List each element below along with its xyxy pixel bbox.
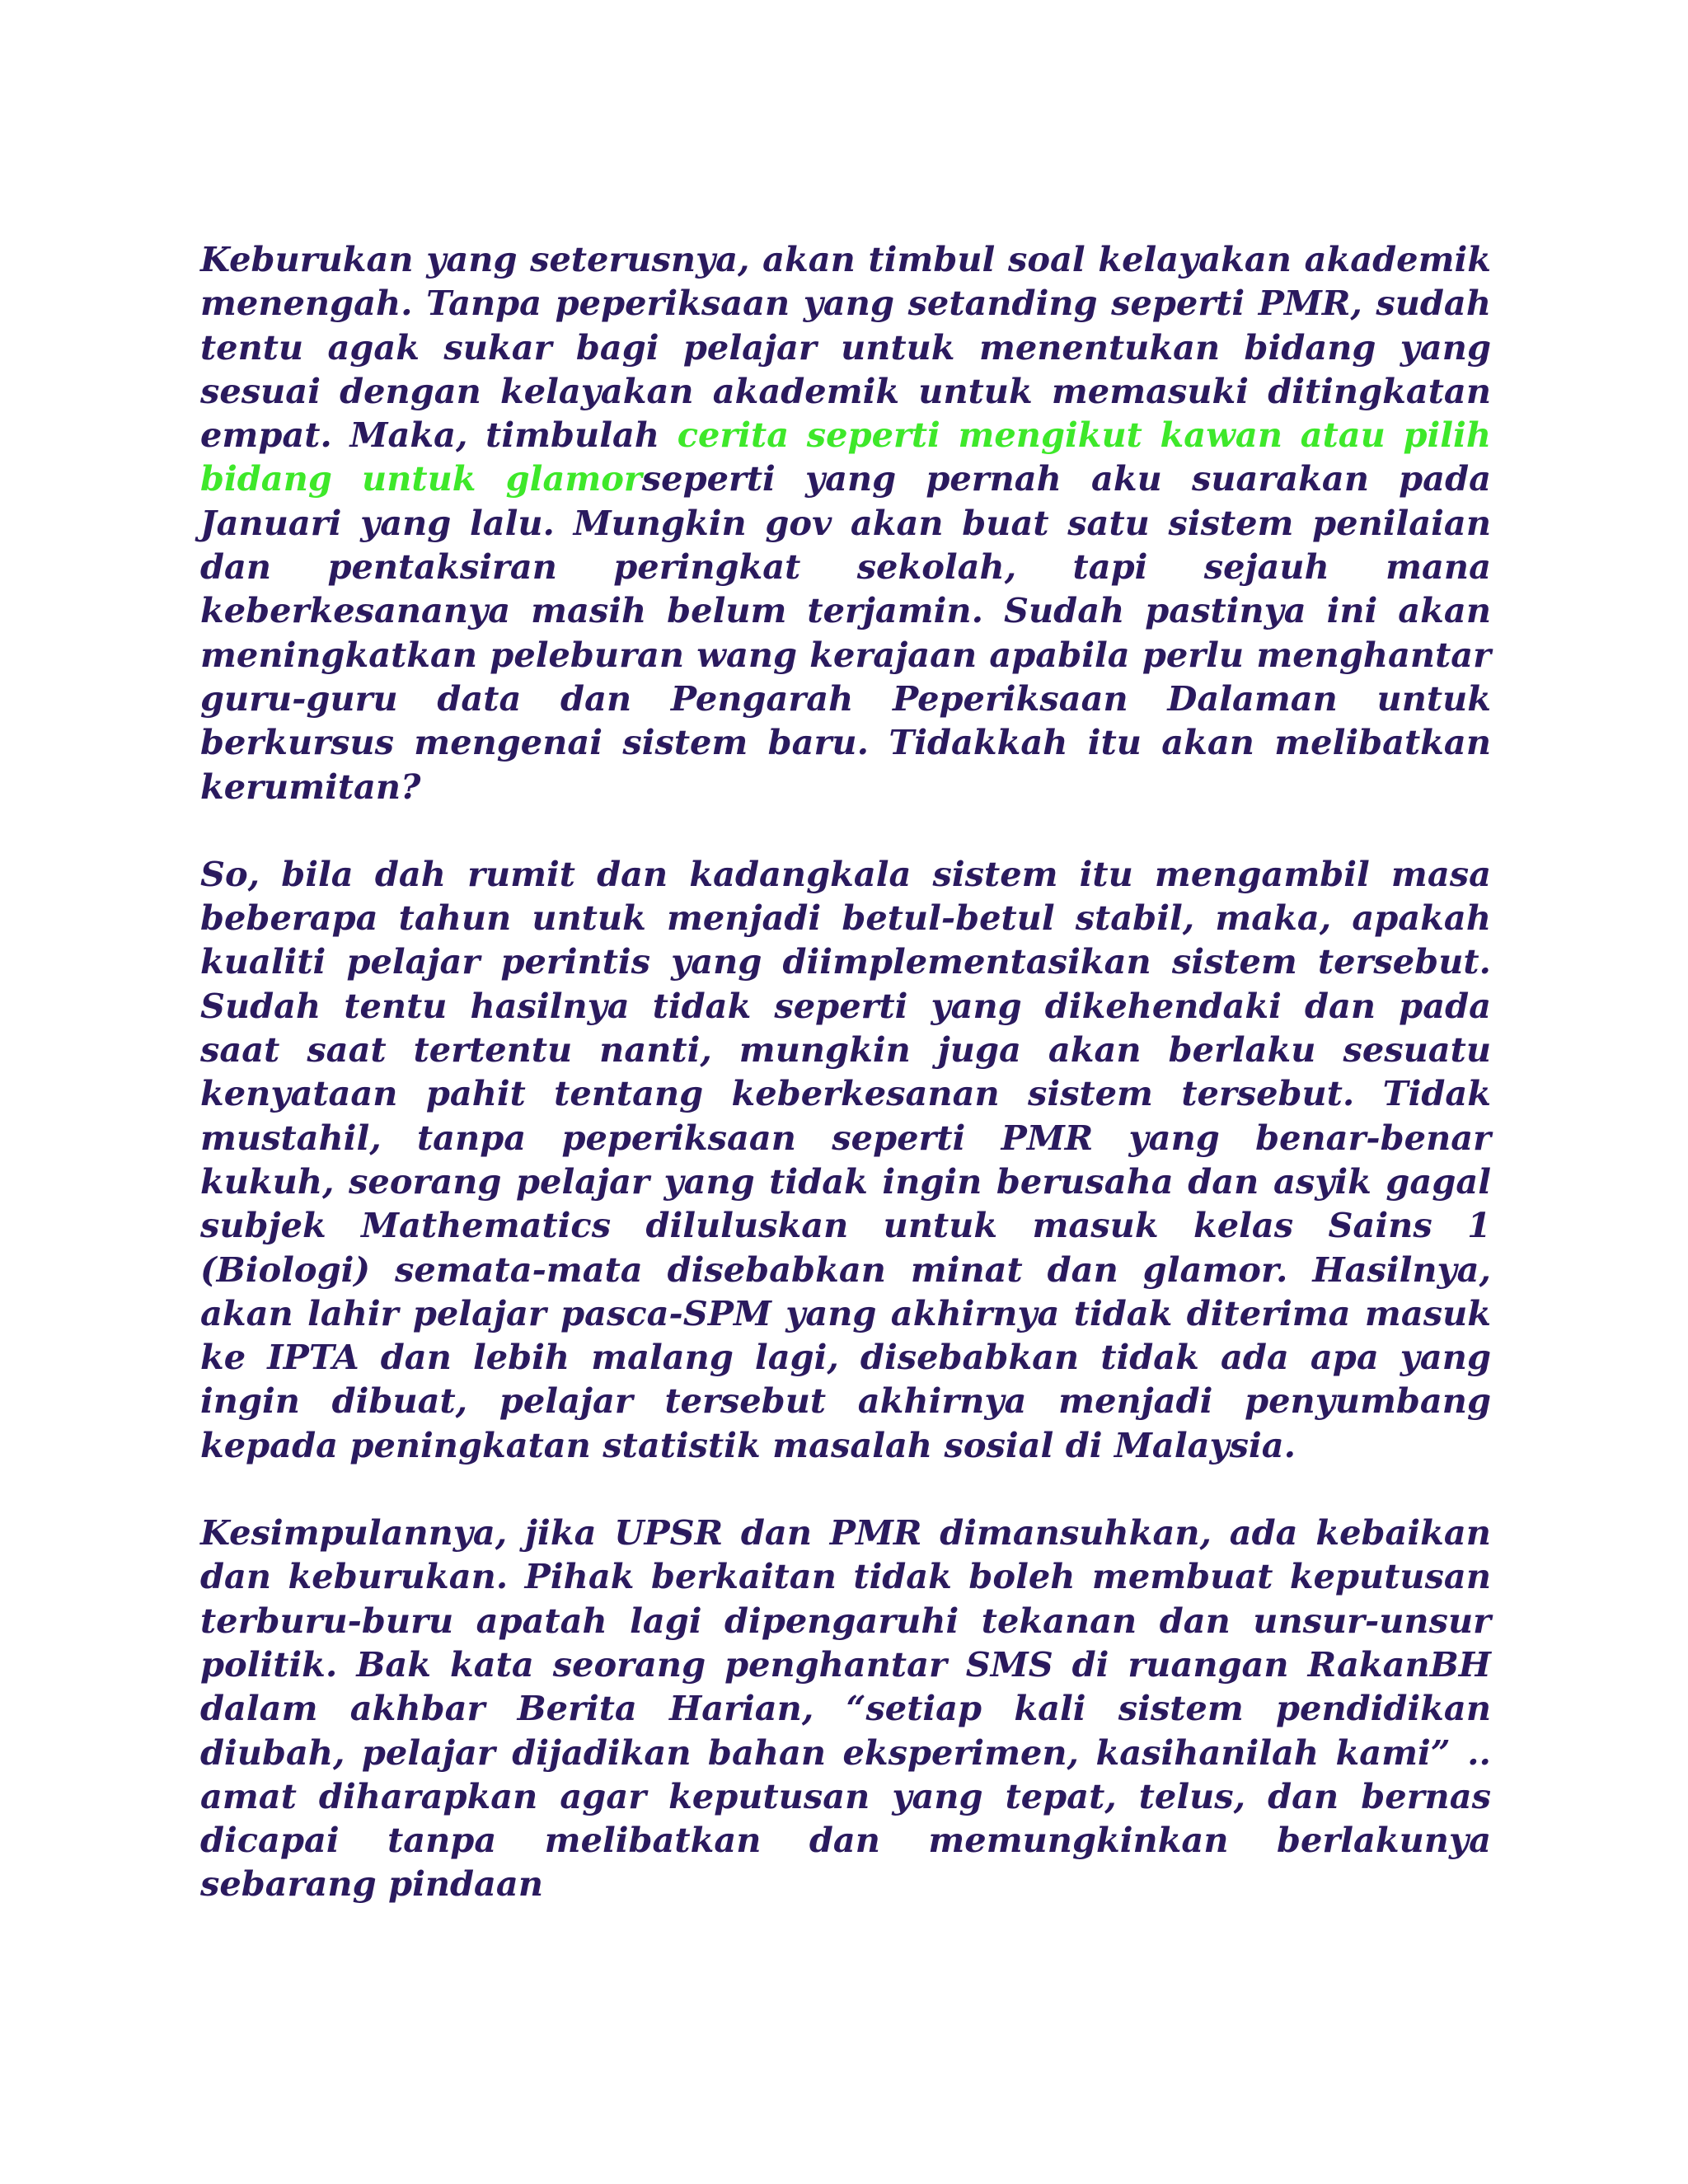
paragraph-1-text-after: seperti yang pernah aku suarakan pada Januari yang lalu. Mungkin gov akan buat satu sistem penilaian dan pentaksiran peringkat sekolah, tapi sejauh mana keberkesananya masih belum terjamin. Sudah pastinya ini akan meningkatkan peleburan wang kerajaan apabila perlu menghantar guru-guru data dan Pengarah Peperiksaan Dalaman untuk berkursus mengenai sistem baru. Tidakkah itu akan melibatkan kerumitan? (200, 458, 1491, 807)
document-page (200, 237, 1491, 1906)
paragraph-2: So, bila dah rumit dan kadangkala sistem itu mengambil masa beberapa tahun untuk menjadi betul-betul stabil, maka, apakah kualiti pelajar perintis yang diimplementasikan sistem tersebut. Sudah tentu hasilnya tidak seperti yang dikehendaki dan pada saat saat tertentu nanti, mungkin juga akan berlaku sesuatu kenyataan pahit tentang keberkesanan sistem tersebut. Tidak mustahil, tanpa peperiksaan seperti PMR yang benar-benar kukuh, seorang pelajar yang tidak ingin berusaha dan asyik gagal subjek Mathematics diluluskan untuk masuk kelas Sains 1 (Biologi) semata-mata disebabkan minat dan glamor. Hasilnya, akan lahir pelajar pasca-SPM yang akhirnya tidak diterima masuk ke IPTA dan lebih malang lagi, disebabkan tidak ada apa yang ingin dibuat, pelajar tersebut akhirnya menjadi penyumbang kepada peningkatan statistik masalah sosial di Malaysia. (200, 853, 1491, 1465)
highlighted-phrase: cerita seperti mengikut kawan atau pilih bidang untuk glamor (200, 415, 1491, 499)
paragraph-1-text-before: Keburukan yang seterusnya, akan timbul soal kelayakan akademik menengah. Tanpa peperiksaan yang setanding seperti PMR, sudah tentu agak sukar bagi pelajar untuk menentukan bidang yang sesuai dengan kelayakan akademik untuk memasuki ditingkatan empat. Maka, timbulah (200, 239, 1491, 456)
paragraph-1 (200, 237, 1491, 808)
paragraph-3: Kesimpulannya, jika UPSR dan PMR dimansuhkan, ada kebaikan dan keburukan. Pihak berkaitan tidak boleh membuat keputusan terburu-buru apatah lagi dipengaruhi tekanan dan unsur-unsur politik. Bak kata seorang penghantar SMS di ruangan RakanBH dalam akhbar Berita Harian, “setiap kali sistem pendidikan diubah, pelajar dijadikan bahan eksperimen, kasihanilah kami” .. amat diharapkan agar keputusan yang tepat, telus, dan bernas dicapai tanpa melibatkan dan memungkinkan berlakunya sebarang pindaan (200, 1512, 1491, 1905)
